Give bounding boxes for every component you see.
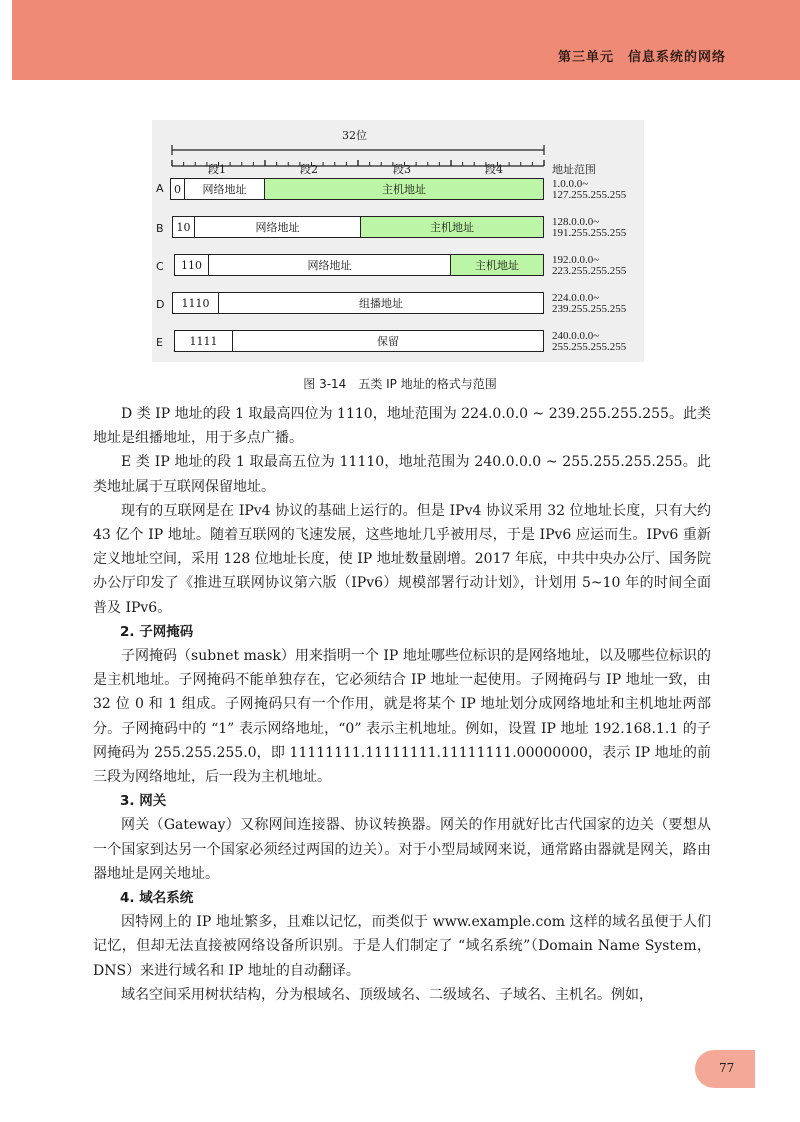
class-e-range-start: 240.0.0.0~	[552, 330, 600, 342]
class-e-prefix: 1111	[175, 331, 233, 351]
class-label-b: B	[156, 222, 164, 235]
unit-title: 第三单元 信息系统的网络	[557, 50, 726, 65]
class-label-e: E	[156, 336, 163, 349]
class-a-prefix: 0	[171, 179, 185, 199]
class-a-range-start: 1.0.0.0~	[552, 178, 589, 190]
paragraph-class-d: D 类 IP 地址的段 1 取最高四位为 1110，地址范围为 224.0.0.0 ~ 239.255.255.255。此类地址是组播地址，用于多点广播。	[93, 406, 711, 447]
class-a-host: 主机地址	[265, 179, 543, 199]
class-c-row	[174, 254, 544, 276]
ip-class-figure	[152, 120, 644, 362]
class-b-prefix: 10	[173, 217, 195, 237]
body-text	[93, 402, 711, 1007]
class-b-host: 主机地址	[361, 217, 543, 237]
class-d-prefix: 1110	[173, 293, 219, 313]
class-c-network: 网络地址	[209, 255, 451, 275]
paragraph-domain-tree: 域名空间采用树状结构，分为根域名、顶级域名、二级域名、子域名、主机名。例如，	[121, 986, 653, 1003]
class-label-a: A	[156, 182, 164, 195]
segment-label-2: 段2	[300, 163, 318, 176]
class-e-range-end: 255.255.255.255	[552, 341, 627, 353]
segment-label-4: 段4	[485, 163, 503, 176]
segment-label-3: 段3	[393, 163, 411, 176]
class-d-body: 组播地址	[359, 297, 403, 310]
class-c-range-start: 192.0.0.0~	[552, 254, 600, 266]
bits-label: 32位	[342, 129, 367, 142]
page-number-badge	[695, 1050, 755, 1088]
class-c-range-end: 223.255.255.255	[552, 265, 627, 277]
class-b-range-end: 191.255.255.255	[552, 227, 627, 239]
class-label-c: C	[156, 260, 164, 273]
class-a-range-end: 127.255.255.255	[552, 189, 627, 201]
class-c-host: 主机地址	[451, 255, 543, 275]
class-c-prefix: 110	[175, 255, 209, 275]
paragraph-dns: 因特网上的 IP 地址繁多，且难以记忆，而类似于 www.example.com 这样的域名虽便于人们记忆，但却无法直接被网络设备所识别。于是人们制定了 “域名系统”（Domain Name System，DNS）来进行域名和 IP 地址的自动翻译。	[93, 914, 711, 979]
paragraph-gateway: 网关（Gateway）又称网间连接器、协议转换器。网关的作用就好比古代国家的边关（要想从一个国家到达另一个国家必须经过两国的边关）。对于小型局域网来说，通常路由器就是网关，路由器地址是网关地址。	[93, 817, 711, 882]
range-header: 地址范围	[552, 163, 596, 176]
heading-subnet-mask: 2. 子网掩码	[120, 623, 194, 640]
class-d-range-end: 239.255.255.255	[552, 303, 627, 315]
class-d-range-start: 224.0.0.0~	[552, 292, 600, 304]
unit-header-banner	[12, 0, 800, 80]
paragraph-class-e: E 类 IP 地址的段 1 取最高五位为 11110，地址范围为 240.0.0.0 ~ 255.255.255.255。此类地址属于互联网保留地址。	[93, 454, 711, 495]
class-b-range-start: 128.0.0.0~	[552, 216, 600, 228]
paragraph-ipv6: 现有的互联网是在 IPv4 协议的基础上运行的。但是 IPv4 协议采用 32 位地址长度，只有大约 43 亿个 IP 地址。随着互联网的飞速发展，这些地址几乎被用尽，于是 IPv6 应运而生。IPv6 重新定义地址空间，采用 128 位地址长度，使 IP 地址数量剧增。2017 年底，中共中央办公厅、国务院办公厅印发了《推进互联网协议第六版（IPv6）规模部署行动计划》，计划用 5~10 年的时间全面普及 IPv6。	[93, 502, 711, 616]
class-d-row	[172, 292, 544, 314]
bit-ruler	[152, 120, 644, 362]
segment-label-1: 段1	[208, 163, 226, 176]
class-e-body: 保留	[377, 335, 399, 348]
class-b-row	[172, 216, 544, 238]
class-label-d: D	[156, 298, 165, 311]
figure-caption: 图 3-14 五类 IP 地址的格式与范围	[303, 377, 497, 391]
class-a-network: 网络地址	[185, 179, 265, 199]
paragraph-subnet-mask: 子网掩码（subnet mask）用来指明一个 IP 地址哪些位标识的是网络地址，以及哪些位标识的是主机地址。子网掩码不能单独存在，它必须结合 IP 地址一起使用。子网掩码与 IP 地址一致，由 32 位 0 和 1 组成。子网掩码只有一个作用，就是将某个 IP 地址划分成网络地址和主机地址两部分。子网掩码中的 “1” 表示网络地址，“0” 表示主机地址。例如，设置 IP 地址 192.168.1.1 的子网掩码为 255.255.255.0，即 11111111.11111111.11111111.00000000，表示 IP 地址的前三段为网络地址，后一段为主机地址。	[93, 648, 711, 786]
class-a-row	[170, 178, 544, 200]
class-e-row	[174, 330, 544, 352]
class-b-network: 网络地址	[195, 217, 361, 237]
page-number: 77	[719, 1061, 735, 1075]
heading-gateway: 3. 网关	[120, 793, 167, 810]
heading-dns: 4. 域名系统	[120, 890, 194, 907]
